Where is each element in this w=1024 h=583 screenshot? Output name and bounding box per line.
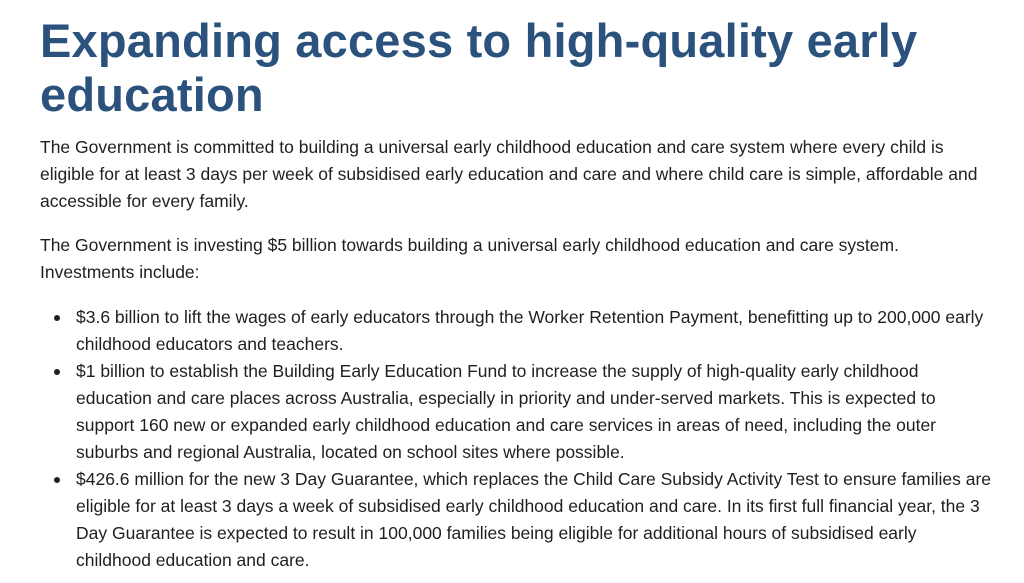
intro-paragraph: The Government is committed to building a universal early childhood education and care system where every child is eligible for at least 3 days per week of subsidised early education and care and where child care is simple, affordable and accessible for every family. [40, 137, 978, 211]
list-item-text: $3.6 billion to lift the wages of early educators through the Worker Retention Payment, benefitting up to 200,000 early childhood educators and teachers. [76, 307, 984, 354]
bullet-icon [54, 369, 60, 375]
list-item [76, 466, 994, 574]
list-item [76, 304, 994, 358]
page-title: Expanding access to high-quality early education [40, 14, 918, 121]
list-item [76, 358, 994, 466]
list-item-text: $426.6 million for the new 3 Day Guarantee, which replaces the Child Care Subsidy Activity Test to ensure families are eligible for at least 3 days a week of subsidised early childhood education and care. In its first full financial year, the 3 Day Guarantee is expected to result in 100,000 families being eligible for additional hours of subsidised early childhood education and care. [76, 469, 991, 570]
investment-intro-paragraph: The Government is investing $5 billion towards building a universal early childhood education and care system. Investments include: [40, 235, 899, 282]
list-item-text: $1 billion to establish the Building Early Education Fund to increase the supply of high-quality early childhood education and care places across Australia, especially in priority and under-served markets. This is expected to support 160 new or expanded early childhood education and care services in areas of need, including the outer suburbs and regional Australia, located on school sites where possible. [76, 361, 937, 462]
bullet-icon [54, 477, 60, 483]
bullet-icon [54, 315, 60, 321]
investments-list [40, 304, 994, 574]
